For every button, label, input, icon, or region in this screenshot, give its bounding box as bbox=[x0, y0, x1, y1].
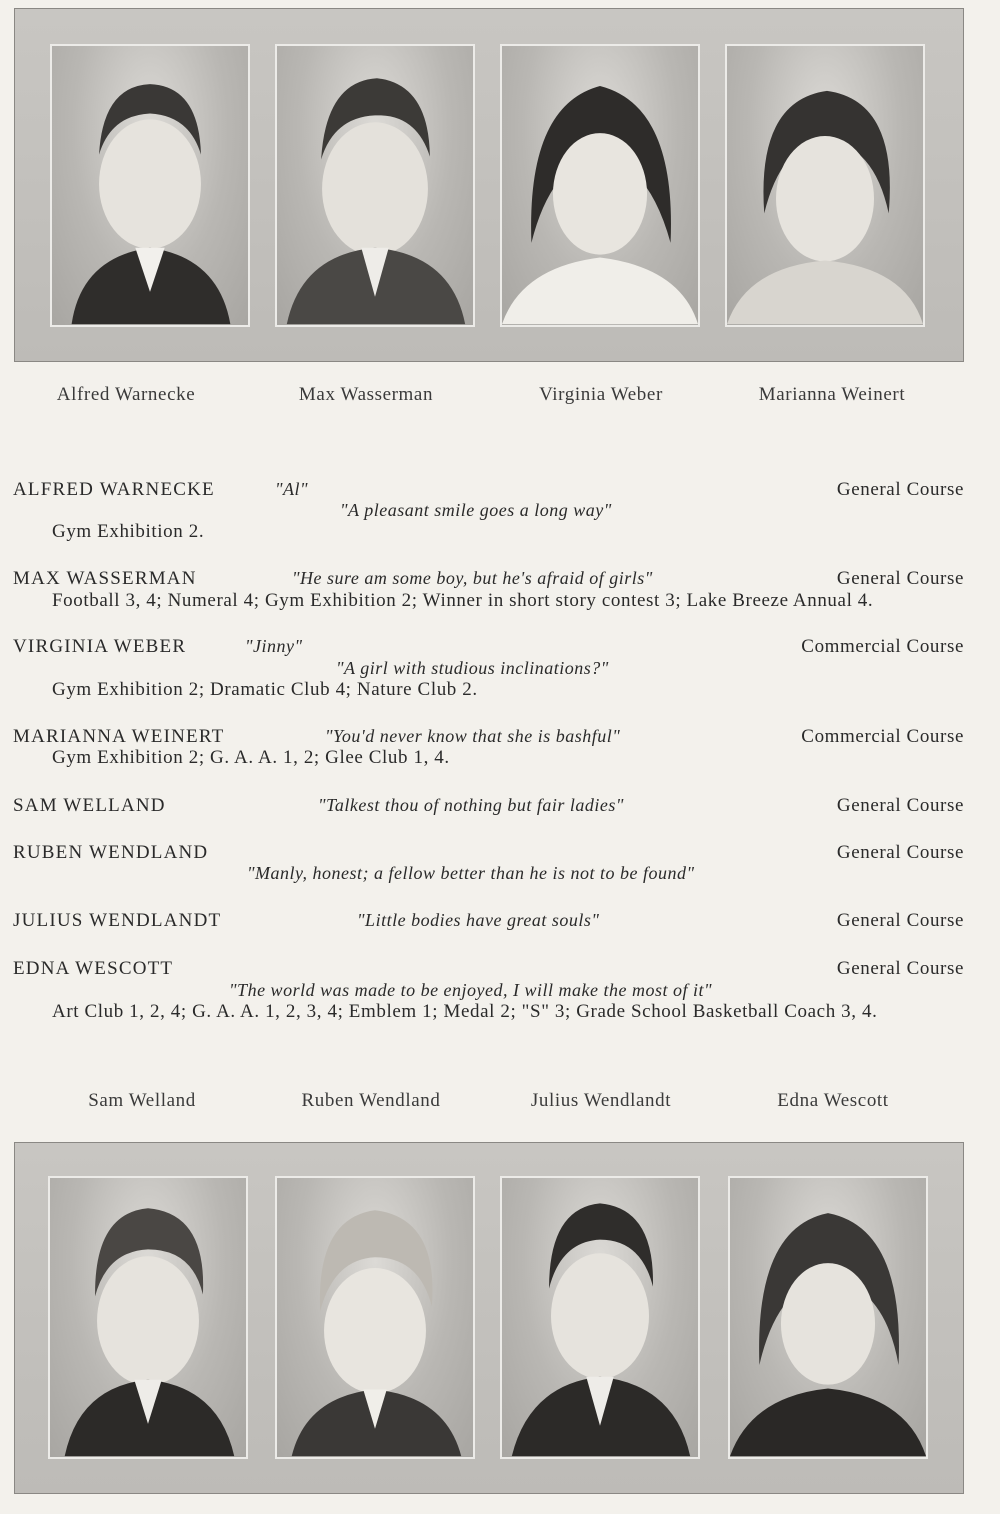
student-name: RUBEN WENDLAND bbox=[13, 842, 209, 863]
student-course: Commercial Course bbox=[801, 726, 964, 747]
student-quote: "He sure am some boy, but he's afraid of girls" bbox=[292, 568, 653, 588]
student-activities: Gym Exhibition 2; Dramatic Club 4; Nature Club 2. bbox=[52, 679, 478, 700]
student-course: General Course bbox=[836, 795, 964, 816]
student-activities: Gym Exhibition 2. bbox=[52, 521, 205, 542]
student-course: Commercial Course bbox=[801, 636, 964, 657]
caption-julius-wendlandt: Julius Wendlandt bbox=[530, 1090, 672, 1111]
student-course: General Course bbox=[836, 479, 964, 500]
student-name: MARIANNA WEINERT bbox=[13, 726, 225, 747]
caption-edna-wescott: Edna Wescott bbox=[777, 1090, 889, 1111]
portrait-photo bbox=[725, 44, 925, 327]
student-activities: Football 3, 4; Numeral 4; Gym Exhibition 2; Winner in short story contest 3; Lake Breeze Annual 4. bbox=[52, 590, 874, 611]
student-quote: "The world was made to be enjoyed, I will make the most of it" bbox=[229, 980, 713, 1000]
student-course: General Course bbox=[836, 910, 964, 931]
student-name: SAM WELLAND bbox=[13, 795, 166, 816]
caption-max-wasserman: Max Wasserman bbox=[298, 384, 434, 405]
caption-sam-welland: Sam Welland bbox=[88, 1090, 196, 1111]
student-course: General Course bbox=[836, 842, 964, 863]
caption-virginia-weber: Virginia Weber bbox=[539, 384, 663, 405]
bottom-photo-panel bbox=[14, 1142, 964, 1494]
student-name: VIRGINIA WEBER bbox=[13, 636, 187, 657]
student-activities: Art Club 1, 2, 4; G. A. A. 1, 2, 3, 4; Emblem 1; Medal 2; "S" 3; Grade School Basketball Coach 3, 4. bbox=[52, 1001, 878, 1022]
caption-ruben-wendland: Ruben Wendland bbox=[301, 1090, 441, 1111]
student-quote: "A pleasant smile goes a long way" bbox=[340, 500, 612, 520]
student-nickname: "Jinny" bbox=[245, 636, 303, 656]
student-quote: "Talkest thou of nothing but fair ladies" bbox=[318, 795, 624, 815]
student-activities: Gym Exhibition 2; G. A. A. 1, 2; Glee Club 1, 4. bbox=[52, 747, 450, 768]
student-name: JULIUS WENDLANDT bbox=[13, 910, 222, 931]
portrait-photo bbox=[48, 1176, 248, 1459]
student-course: General Course bbox=[836, 958, 964, 979]
portrait-photo bbox=[50, 44, 250, 327]
portrait-photo bbox=[728, 1176, 928, 1459]
student-quote: "A girl with studious inclinations?" bbox=[336, 658, 609, 678]
student-course: General Course bbox=[836, 568, 964, 589]
student-quote: "Little bodies have great souls" bbox=[357, 910, 600, 930]
top-photo-panel bbox=[14, 8, 964, 362]
student-quote: "Manly, honest; a fellow better than he is not to be found" bbox=[247, 863, 695, 883]
student-quote: "You'd never know that she is bashful" bbox=[325, 726, 621, 746]
student-name: MAX WASSERMAN bbox=[13, 568, 197, 589]
caption-alfred-warnecke: Alfred Warnecke bbox=[56, 384, 196, 405]
student-name: ALFRED WARNECKE bbox=[13, 479, 215, 500]
portrait-photo bbox=[275, 1176, 475, 1459]
caption-marianna-weinert: Marianna Weinert bbox=[758, 384, 906, 405]
portrait-photo bbox=[500, 44, 700, 327]
portrait-photo bbox=[500, 1176, 700, 1459]
student-name: EDNA WESCOTT bbox=[13, 958, 174, 979]
student-nickname: "Al" bbox=[275, 479, 309, 499]
portrait-photo bbox=[275, 44, 475, 327]
